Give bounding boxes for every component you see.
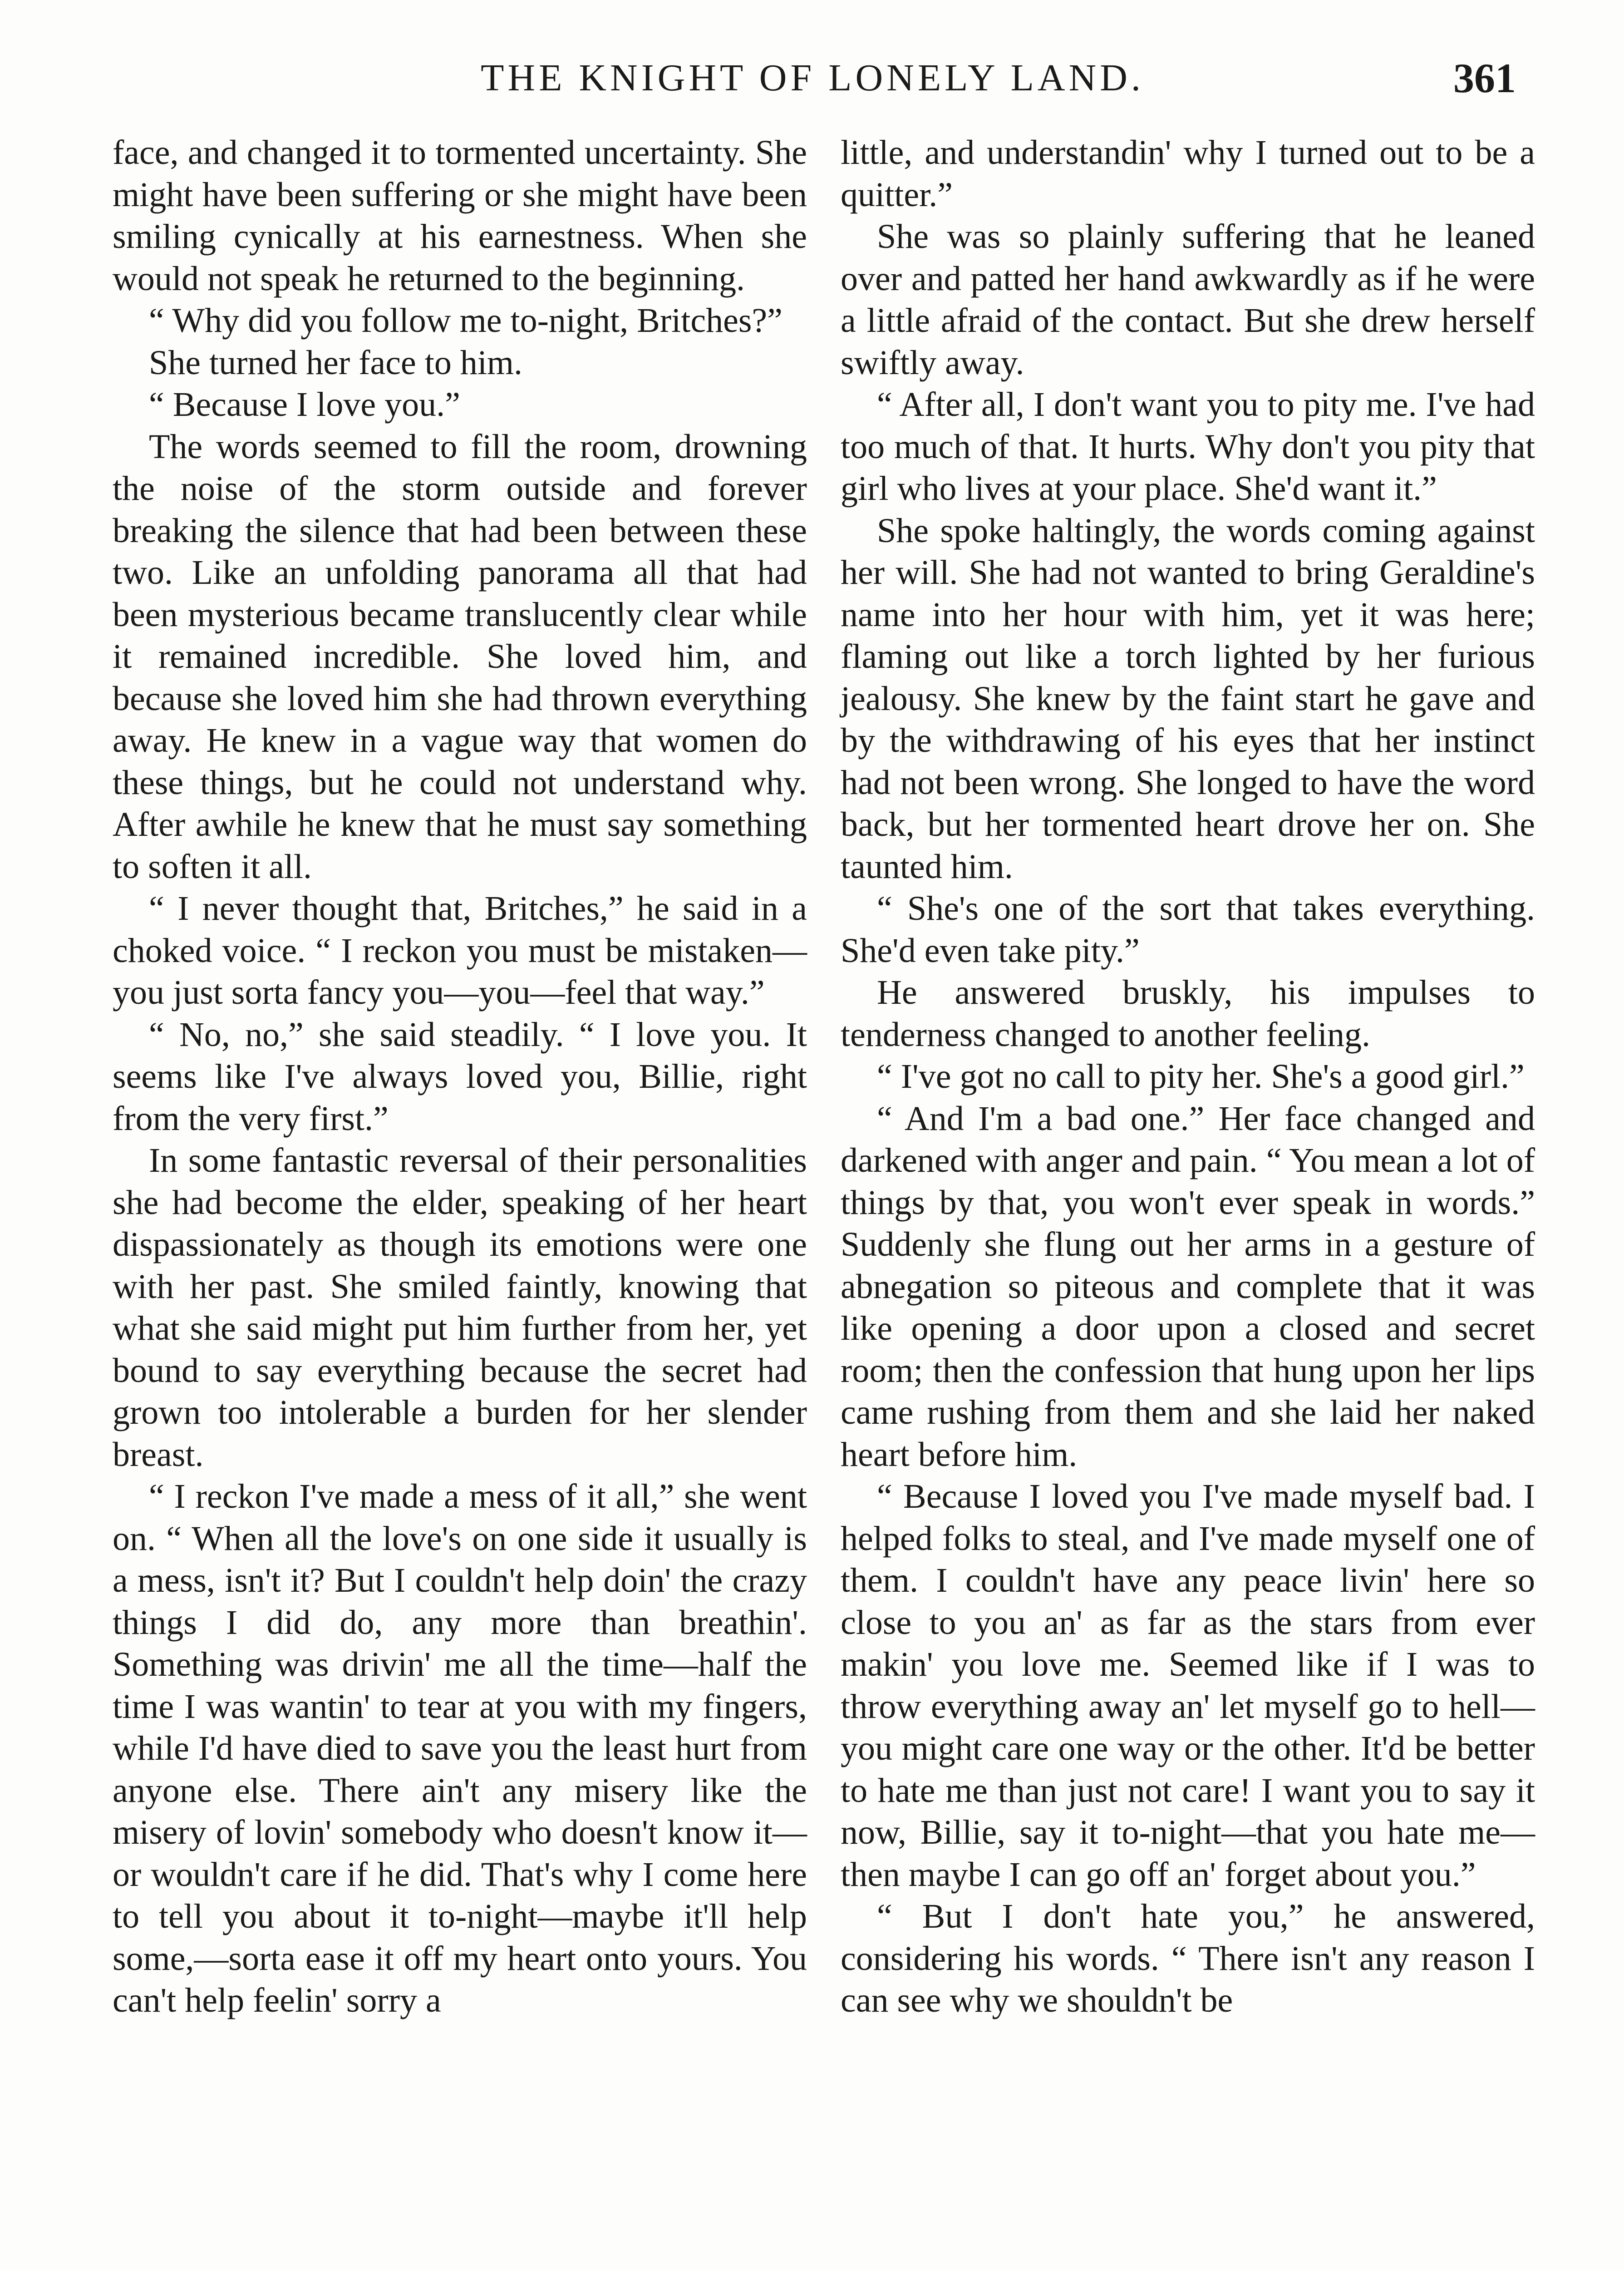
paragraph: “ I reckon I've made a mess of it all,” she went on. “ When all the love's on one side it usually is a mess, isn't it? But I couldn't help doin' the crazy things I did do, any more than breathin'. Something was drivin' me all the time—half the time I was wantin' to tear at you with my fingers, while I'd have died to save you the least hurt from anyone else. There ain't any misery like the misery of lovin' somebody who doesn't know it—or wouldn't care if he did. That's why I come here to tell you about it to-night—maybe it'll help some,—sorta ease it off my heart onto yours. You can't help feelin' sorry a <box>113 1477 807 2019</box>
paragraph: “ I never thought that, Britches,” he said in a choked voice. “ I reckon you must be mistaken—you just sorta fancy you—you—feel that way.” <box>113 889 807 1012</box>
paragraph: She spoke haltingly, the words coming against her will. She had not wanted to bring Geraldine's name into her hour with him, yet it was here; flaming out like a torch lighted by her furious jealousy. She knew by the faint start he gave and by the withdrawing of his eyes that her instinct had not been wrong. She longed to have the word back, but her tormented heart drove her on. She taunted him. <box>841 511 1535 886</box>
paragraph: “ She's one of the sort that takes everything. She'd even take pity.” <box>841 889 1535 970</box>
paragraph: “ And I'm a bad one.” Her face changed and darkened with anger and pain. “ You mean a lot of things by that, you won't ever speak in words.” Suddenly she flung out her arms in a gesture of abnegation so piteous and complete that it was like opening a door upon a closed and secret room; then the confession that hung upon her lips came rushing from them and she laid her naked heart before him. <box>841 1099 1535 1474</box>
paragraph: In some fantastic reversal of their personalities she had become the elder, speaking of her heart dispassionately as though its emotions were one with her past. She smiled faintly, knowing that what she said might put him further from her, yet bound to say everything because the secret had grown too intolerable a burden for her slender breast. <box>113 1141 807 1474</box>
running-title: THE KNIGHT OF LONELY LAND. <box>481 57 1144 99</box>
paragraph: She turned her face to him. <box>149 343 523 382</box>
paragraph: She was so plainly suffering that he leaned over and patted her hand awkwardly as if he were a little afraid of the contact. But she drew herself swiftly away. <box>841 217 1535 382</box>
paragraph: “ Because I love you.” <box>149 385 460 424</box>
paragraph: “ Because I loved you I've made myself bad. I helped folks to steal, and I've made myself one of them. I couldn't have any peace livin' here so close to you an' as far as the stars from ever makin' you love me. Seemed like if I was to throw everything away an' let myself go to hell—you might care one way or the other. It'd be better to hate me than just not care! I want you to say it now, Billie, say it to-night—that you hate me—then maybe I can go off an' forget about you.” <box>841 1477 1535 1894</box>
right-column <box>841 132 1535 2022</box>
paragraph: “ But I don't hate you,” he answered, considering his words. “ There isn't any reason I can see why we shouldn't be <box>841 1897 1535 2019</box>
paragraph: little, and understandin' why I turned out to be a quitter.” <box>841 133 1535 214</box>
paragraph: He answered bruskly, his impulses to tenderness changed to another feeling. <box>841 973 1535 1054</box>
paragraph: “ No, no,” she said steadily. “ I love you. It seems like I've always loved you, Billie, right from the very first.” <box>113 1015 807 1138</box>
paragraph: The words seemed to fill the room, drowning the noise of the storm outside and forever breaking the silence that had been between these two. Like an unfolding panorama all that had been mysterious became translucently clear while it remained incredible. She loved him, and because she loved him she had thrown everything away. He knew in a vague way that women do these things, but he could not understand why. After awhile he knew that he must say something to soften it all. <box>113 427 807 886</box>
paragraph: face, and changed it to tormented uncertainty. She might have been suffering or she might have been smiling cynically at his earnestness. When she would not speak he returned to the beginning. <box>113 133 807 298</box>
left-column <box>113 132 807 2022</box>
page-number: 361 <box>1453 55 1516 101</box>
paragraph: “ I've got no call to pity her. She's a good girl.” <box>877 1057 1525 1096</box>
paragraph: “ Why did you follow me to-night, Britches?” <box>149 301 782 340</box>
page-header <box>109 51 1516 105</box>
paragraph: “ After all, I don't want you to pity me. I've had too much of that. It hurts. Why don't you pity that girl who lives at your place. She'd want it.” <box>841 385 1535 508</box>
